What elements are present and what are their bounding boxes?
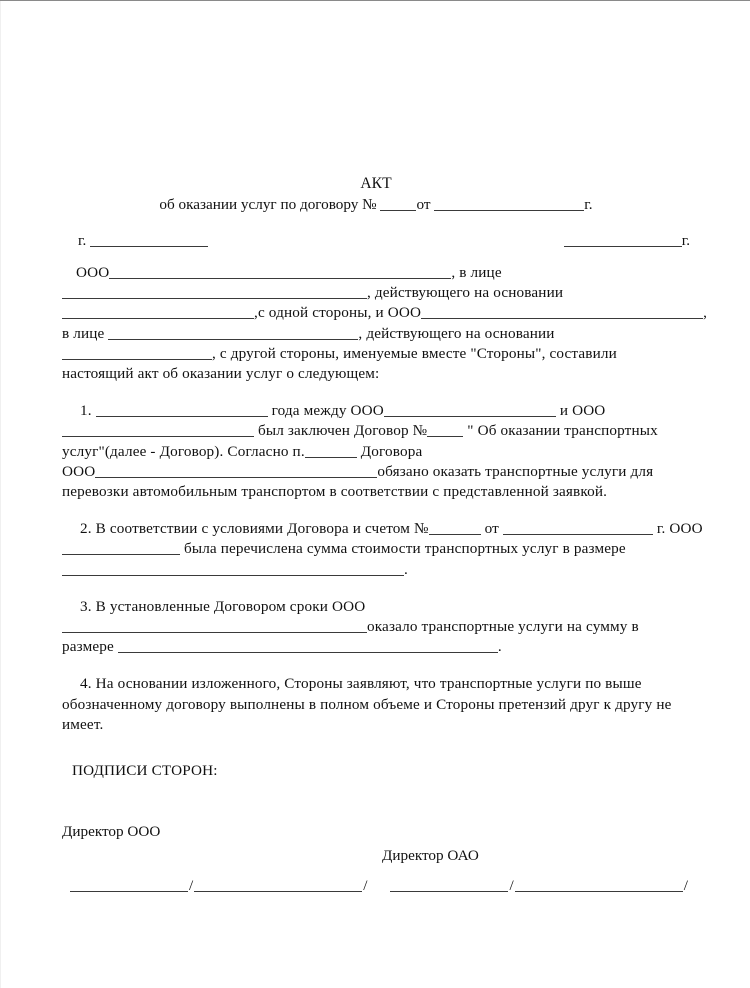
contract-date-blank[interactable]	[434, 196, 584, 211]
city-label: г.	[78, 232, 87, 249]
preamble-line4-head: в лице	[62, 324, 105, 342]
preamble-line2-tail: , действующего на основании	[367, 284, 564, 302]
clause4-line-2: обозначенному договору выполнены в полном объеме и Стороны претензий друг к другу не	[62, 695, 672, 713]
signatures-heading-text: ПОДПИСИ СТОРОН:	[72, 762, 218, 780]
clause1-contract-number-blank[interactable]	[427, 422, 463, 437]
signature-left-separator-2: /	[363, 877, 368, 895]
document-body	[62, 173, 708, 897]
clause1-line-5: перевозки автомобильным транспортом в соответствии с представленной заявкой.	[62, 483, 608, 501]
preamble-line-3	[62, 303, 708, 323]
preamble-line1-tail: , в лице	[451, 264, 502, 281]
signature-left-separator-1: /	[189, 877, 194, 895]
subtitle-text-after-date: г.	[584, 196, 593, 213]
clause3-text-1: В установленные Договором сроки ООО	[95, 597, 366, 615]
clause1-number: 1.	[80, 402, 92, 420]
clause2-number: 2.	[80, 520, 92, 538]
clause1-text-1: года между ООО	[271, 402, 384, 420]
clause3-provider-blank[interactable]	[62, 618, 367, 633]
clause1-text-5: услуг"(далее - Договор). Согласно п.	[62, 442, 305, 460]
clause3-line-1	[62, 597, 690, 617]
signature-lines-row	[70, 877, 690, 895]
clause1-text-7: ООО	[62, 462, 96, 480]
date-year-label: г.	[681, 232, 690, 249]
contract-number-blank[interactable]	[380, 196, 416, 211]
clause4-line-1	[62, 674, 690, 694]
preamble-line-2	[62, 283, 690, 303]
signature-right-separator-2: /	[683, 877, 688, 895]
signer-left-label: Директор ООО	[62, 823, 161, 841]
clause2-text-3: г. ООО	[656, 520, 703, 538]
preamble-line3-mid: ,с одной стороны, и ООО	[254, 304, 422, 322]
clause3-text-3: размере	[62, 638, 114, 656]
city-blank[interactable]	[90, 232, 208, 247]
clause2-line-1	[62, 519, 703, 539]
clause1-point-blank[interactable]	[305, 443, 357, 458]
clause1-org2-blank[interactable]	[62, 422, 254, 437]
signature-group-left	[70, 877, 368, 895]
clause2-period: .	[404, 560, 408, 578]
clause1-text-4: " Об оказании транспортных	[467, 422, 658, 440]
document-subtitle	[62, 194, 690, 215]
signer-right-label: Директор ОАО	[382, 847, 479, 865]
clause2-text-1: В соответствии с условиями Договора и счетом №	[95, 520, 429, 538]
clause1-line-1	[62, 401, 690, 421]
clause1-carrier-blank[interactable]	[95, 463, 377, 478]
clause2-payer-blank[interactable]	[62, 540, 180, 555]
preamble-line-1	[62, 263, 690, 283]
basis1-blank[interactable]	[62, 304, 254, 319]
clause1-text-2: и ООО	[559, 402, 606, 420]
clause2-line-3	[62, 560, 690, 580]
clause3-number: 3.	[80, 597, 92, 615]
signature-block	[62, 823, 690, 897]
date-blank[interactable]	[564, 232, 682, 247]
clause3-line-2	[62, 617, 690, 637]
clause1-date-blank[interactable]	[96, 402, 268, 417]
city-left-group	[78, 232, 208, 250]
clause3-amount-blank[interactable]	[118, 638, 498, 653]
clause1-line-2	[62, 421, 690, 441]
clause2-amount-blank[interactable]	[62, 561, 404, 576]
clause2-invoice-date-blank[interactable]	[503, 520, 653, 535]
signature-left-name-blank[interactable]	[194, 877, 362, 892]
preamble-line5-tail: , с другой стороны, именуемые вместе "Стороны", составили	[212, 344, 617, 362]
city-right-group	[564, 232, 690, 250]
clause1-line-3	[62, 442, 690, 462]
signature-left-sign-blank[interactable]	[70, 877, 188, 892]
preamble-line4-tail: , действующего на основании	[358, 324, 555, 342]
clause1-text-6: Договора	[360, 442, 423, 460]
clause4-text-1: На основании изложенного, Стороны заявляют, что транспортные услуги по выше	[95, 675, 642, 693]
clause2-text-4: была перечислена сумма стоимости транспортных услуг в размере	[183, 540, 626, 558]
signatures-heading	[62, 761, 690, 781]
representative2-blank[interactable]	[108, 325, 358, 340]
preamble-line-4	[62, 324, 690, 344]
subtitle-text-between: от	[416, 196, 431, 213]
clause3-period: .	[497, 638, 502, 656]
preamble-line-5	[62, 344, 690, 364]
clause3-text-2: оказало транспортные услуги на сумму в	[367, 618, 639, 636]
clause4-number: 4.	[80, 675, 92, 693]
clause2-text-2: от	[484, 520, 499, 538]
clause3-line-3	[62, 637, 690, 657]
preamble-line-6: настоящий акт об оказании услуг о следующем:	[62, 365, 380, 383]
clause1-org1-blank[interactable]	[384, 402, 556, 417]
clause2-invoice-number-blank[interactable]	[429, 520, 481, 535]
clause2-line-2	[62, 539, 690, 559]
signature-right-name-blank[interactable]	[515, 877, 683, 892]
preamble-org1-label: ООО	[76, 264, 110, 281]
document-title: АКТ	[360, 175, 392, 192]
org2-name-blank[interactable]	[421, 304, 703, 319]
signature-right-sign-blank[interactable]	[390, 877, 508, 892]
city-date-row	[62, 232, 690, 254]
signature-right-separator-1: /	[509, 877, 514, 895]
clause1-text-3: был заключен Договор №	[257, 422, 428, 440]
basis2-blank[interactable]	[62, 345, 212, 360]
subtitle-text-before-number: об оказании услуг по договору №	[159, 196, 377, 213]
clause4-line-3: имеет.	[62, 715, 104, 733]
org1-name-blank[interactable]	[109, 264, 451, 279]
clause1-text-8: обязано оказать транспортные услуги для	[377, 462, 654, 480]
representative1-blank[interactable]	[62, 284, 367, 299]
clause1-line-4	[62, 462, 690, 482]
signature-group-right	[390, 877, 688, 895]
preamble-line3-tail: ,	[703, 304, 708, 322]
